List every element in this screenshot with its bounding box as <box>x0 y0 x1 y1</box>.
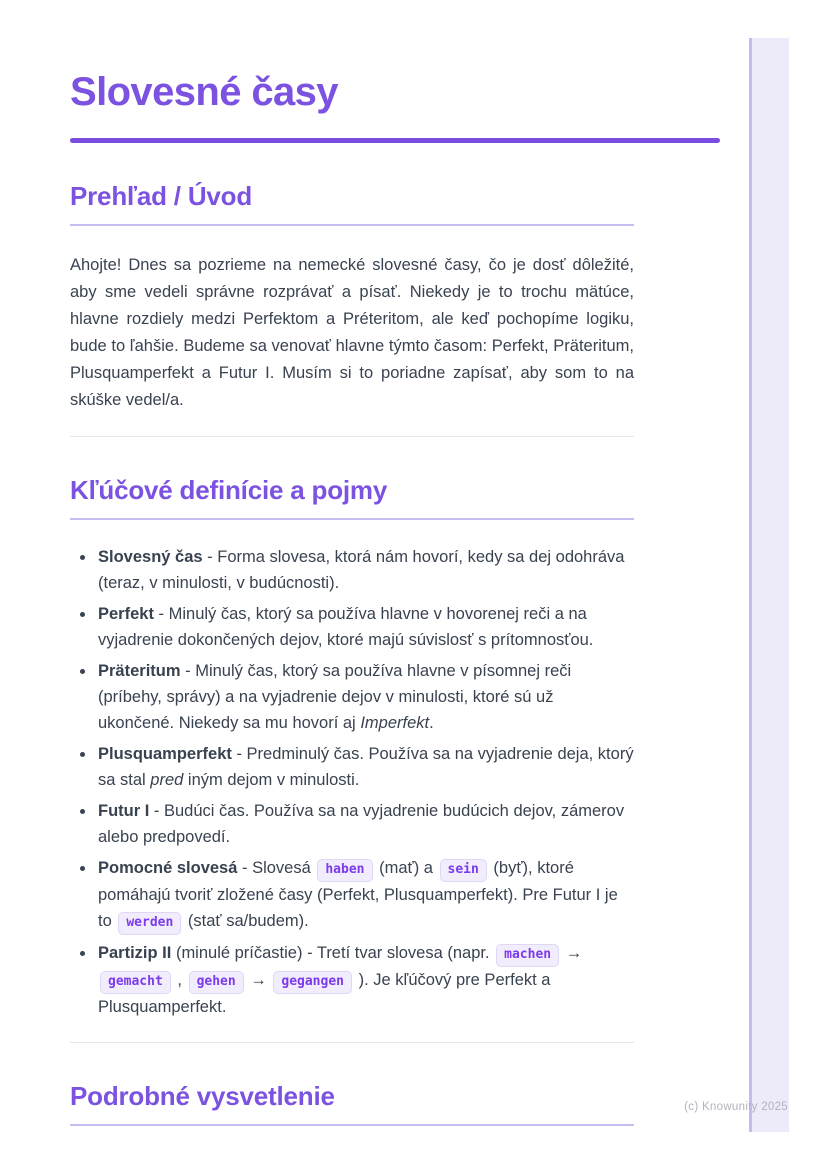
text-segment: . <box>429 714 434 732</box>
code-badge: haben <box>317 859 372 882</box>
code-badge: machen <box>496 944 559 967</box>
text-segment: → <box>561 944 583 962</box>
text-segment: Präteritum <box>98 662 181 680</box>
code-badge: gehen <box>189 971 244 994</box>
definitions-list <box>70 544 634 1020</box>
text-segment: Plusquamperfekt <box>98 745 232 763</box>
page-title: Slovesné časy <box>70 70 338 114</box>
section-heading-podrobne-vysvetlenie: Podrobné vysvetlenie <box>70 1081 634 1126</box>
list-item-plusquamperfekt <box>96 741 634 793</box>
text-segment: Perfekt <box>98 605 154 623</box>
copyright-watermark: (c) Knowunity 2025 <box>684 1101 788 1113</box>
text-segment: - Minulý čas, ktorý sa používa hlavne v písomnej reči (príbehy, správy) a na vyjadrenie dejov v minulosti, ktoré sú už ukončené. Niekedy sa mu hovorí aj <box>98 662 572 732</box>
list-item-futur-i <box>96 798 634 850</box>
text-segment: (stať sa/budem). <box>183 912 309 930</box>
text-segment: Futur I <box>98 802 150 820</box>
list-item-pomocne-slovesa <box>96 855 634 935</box>
text-segment: Slovesný čas <box>98 548 203 566</box>
code-badge: sein <box>440 859 487 882</box>
list-item-prateritum <box>96 658 634 736</box>
text-segment: - Budúci čas. Používa sa na vyjadrenie budúcich dejov, zámerov alebo predpovedí. <box>98 802 625 846</box>
list-item-partizip-ii <box>96 940 634 1020</box>
text-segment: (mať) a <box>374 859 438 877</box>
text-segment: (byť), ktoré pomáhajú tvoriť zložené časy (Perfekt, Plusquamperfekt). Pre Futur I je to <box>98 859 618 930</box>
code-badge: werden <box>118 912 181 935</box>
section-intro <box>70 181 634 414</box>
text-segment: Partizip II <box>98 944 172 962</box>
section-podrobne <box>70 1081 634 1126</box>
title-rule <box>70 138 720 143</box>
text-segment: Pomocné slovesá <box>98 859 238 877</box>
intro-paragraph: Ahojte! Dnes sa pozrieme na nemecké slovesné časy, čo je dosť dôležité, aby sme vedeli správne rozprávať a písať. Niekedy je to trochu mätúce, hlavne rozdiely medzi Perfektom a Préteritom, ale keď pochopíme logiku, bude to ľahšie. Budeme sa venovať hlavne týmto časom: Perfekt, Präteritum, Plusquamperfekt a Futur I. Musím si to poriadne zapísať, aby som to na skúške vedel/a. <box>70 256 634 409</box>
text-segment: - Predminulý čas. Používa sa na vyjadrenie deja, ktorý sa stal <box>98 745 634 789</box>
section-divider <box>70 436 634 437</box>
text-segment: pred <box>150 771 184 789</box>
text-segment: iným dejom v minulosti. <box>183 771 360 789</box>
section-heading-definicie: Kľúčové definície a pojmy <box>70 475 634 520</box>
text-segment: - Minulý čas, ktorý sa používa hlavne v hovorenej reči a na vyjadrenie dokončených dejov, ktoré majú súvislosť s prítomnosťou. <box>98 605 594 649</box>
text-segment: - Slovesá <box>237 859 316 877</box>
text-segment: Imperfekt <box>360 714 430 732</box>
text-segment: → <box>245 971 272 989</box>
section-definitions <box>70 475 634 1020</box>
text-segment: ). Je kľúčový pre Perfekt a Plusquamperfekt. <box>98 971 551 1016</box>
code-badge: gemacht <box>100 971 171 994</box>
text-segment: (minulé príčastie) - Tretí tvar slovesa (napr. <box>171 944 495 962</box>
section-heading-prehlad-uvod: Prehľad / Úvod <box>70 181 634 226</box>
list-item-perfekt <box>96 601 634 653</box>
code-badge: gegangen <box>273 971 352 994</box>
page-edge-stripe <box>749 38 789 1132</box>
section-divider <box>70 1042 634 1043</box>
text-segment: , <box>172 971 187 989</box>
list-item-slovesny-cas <box>96 544 634 596</box>
document-page <box>70 0 634 1126</box>
text-segment: - Forma slovesa, ktorá nám hovorí, kedy sa dej odohráva (teraz, v minulosti, v budúcnosti). <box>98 548 625 592</box>
